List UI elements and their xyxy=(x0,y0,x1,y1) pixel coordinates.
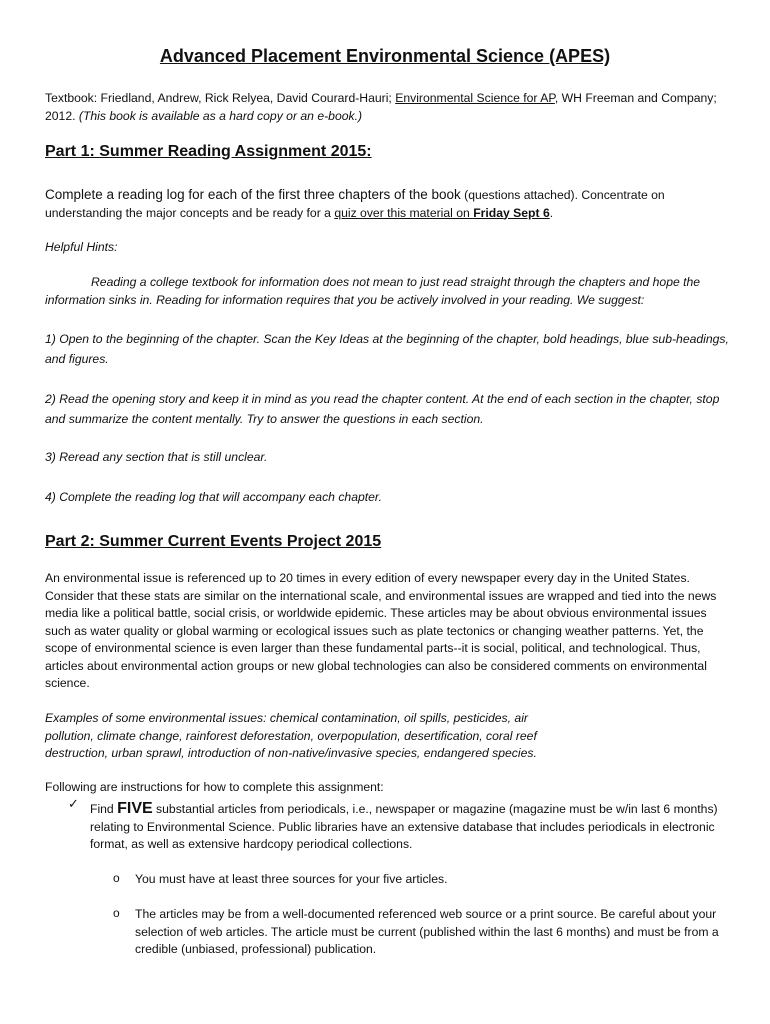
step-1: 1) Open to the beginning of the chapter. Scan the Key Ideas at the beginning of the chapter, bold headings, blue sub-headings, and figures. xyxy=(45,332,729,366)
textbook-authors: Textbook: Friedland, Andrew, Rick Relyea, David Courard-Hauri; xyxy=(45,91,396,105)
part1-intro-end: . xyxy=(549,205,554,220)
step-4: 4) Complete the reading log that will accompany each chapter. xyxy=(45,490,382,504)
textbook-note: (This book is available as a hard copy or an e-book.) xyxy=(78,108,363,123)
textbook-title: Environmental Science for AP xyxy=(395,91,555,105)
part2-paragraph: An environmental issue is referenced up to 20 times in every edition of every newspaper every day in the United States. Consider that these stats are similar on the international scale, and environmental issues are wrapped and tied into the news media like a political battle, social crisis, or worldwide epidemic. These articles may be about obvious environmental issues such as water quality or global warming or ecological issues such as plate tectonics or changing weather patterns. Yet, the scope of environmental science is even larger than these fundamental parts--it is social, political, and technological. Thus, articles about environmental action groups or new global technologies can also be considered comments on environmental science. xyxy=(45,571,717,690)
find-prefix: Find xyxy=(90,802,118,816)
find-details: substantial articles from periodicals, i.e., newspaper or magazine (magazine must be w/in last 6 months) relating to Environmental Science. Public libraries have an extensive database that includes periodicals in electronic format, as well as extensive hardcopy periodical collections. xyxy=(90,802,718,851)
helpful-hints-text: Reading a college textbook for information does not mean to just read straight through the chapters and hope the information sinks in. Reading for information requires that you be actively involved in your reading. We suggest: xyxy=(45,275,701,307)
part1-intro-body: (questions attached). Concentrate on understanding the major concepts and be ready for a xyxy=(45,188,665,220)
textbook-publisher: , WH Freeman and Company; 2012. xyxy=(45,91,717,123)
instructions-intro: Following are instructions for how to complete this assignment: xyxy=(45,780,384,794)
part1-heading: Part 1: Summer Reading Assignment 2015: xyxy=(45,143,372,160)
bullet-icon: o xyxy=(113,906,120,920)
sub-item-article-quality: The articles may be from a well-documented referenced web source or a print source. Be careful about your selection of web articles. The article must be current (published within the last 6 months) and must be from a credible (unbiased, professional) publication. xyxy=(135,907,719,956)
textbook-citation xyxy=(45,90,730,125)
part2-heading: Part 2: Summer Current Events Project 2015 xyxy=(45,533,382,550)
five-emphasis: FIVE xyxy=(117,800,153,817)
quiz-date: Friday Sept 6 xyxy=(473,205,550,220)
part1-intro xyxy=(45,186,730,222)
checkmark-icon: ✓ xyxy=(68,796,79,811)
step-2: 2) Read the opening story and keep it in mind as you read the chapter content. At the end of each section in the chapter, stop and summarize the content mentally. Try to answer the questions in each section. xyxy=(45,392,720,426)
step-3: 3) Reread any section that is still unclear. xyxy=(45,450,268,464)
bullet-icon: o xyxy=(113,871,120,885)
quiz-notice: quiz over this material on xyxy=(334,205,474,220)
examples-list: Examples of some environmental issues: chemical contamination, oil spills, pesticides, air pollution, climate change, rainforest deforestation, overpopulation, desertification, coral reef destruction, urban sprawl, introduction of non-native/invasive species, endangered species. xyxy=(45,711,537,760)
sub-item-sources: You must have at least three sources for your five articles. xyxy=(135,872,448,886)
part1-intro-lead: Complete a reading log for each of the first three chapters of the book xyxy=(45,187,461,202)
helpful-hints-label: Helpful Hints: xyxy=(45,240,118,254)
document-title: Advanced Placement Environmental Science (APES) xyxy=(159,46,611,66)
find-articles-instruction xyxy=(90,800,730,854)
